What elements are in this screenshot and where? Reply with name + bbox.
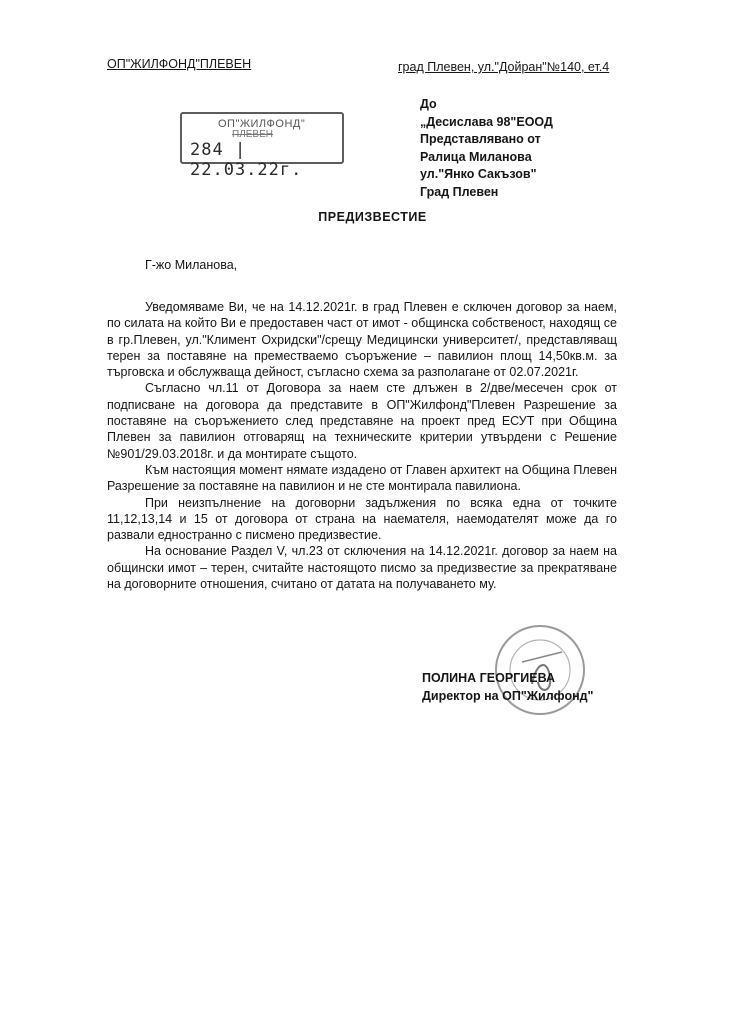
recipient-representative: Ралица Миланова <box>420 149 532 164</box>
paragraph: При неизпълнение на договорни задължения по всяка една от точките 11,12,13,14 и 15 от договора от страна на наемателя, наемодателят може да го развали едностранно с писмено предизвестие. <box>107 495 617 543</box>
recipient-street: ул."Янко Сакъзов" <box>420 167 537 181</box>
letter-body <box>107 299 617 592</box>
recipient-represented-by: Представлявано от <box>420 132 541 146</box>
org-name: ОП"ЖИЛФОНД"ПЛЕВЕН <box>107 57 252 71</box>
recipient-block <box>420 96 553 201</box>
paragraph: Към настоящия момент нямате издадено от Главен архитект на Община Плевен Разрешение за поставяне на павилион и не сте монтирала павилиона. <box>107 462 617 494</box>
stamp-org: ОП"ЖИЛФОНД" <box>218 118 306 130</box>
registration-stamp <box>180 112 348 180</box>
signer-name: ПОЛИНА ГЕОРГИЕВА <box>422 671 556 685</box>
paragraph: На основание Раздел V, чл.23 от сключения на 14.12.2021г. договор за наем на общински имот – терен, считайте настоящото писмо за предизвестие за прекратяване на договорните отношения, считано от датата на получаването му. <box>107 544 617 592</box>
paragraph: Съгласно чл.11 от Договора за наем сте длъжен в 2/две/месечен срок от подписване на договора да представите в ОП"Жилфонд"Плевен Разрешение за поставяне на съоръжението след представяне на проект пред ЕСУТ при Община Плевен за павилион отговарящ на техническите критерии утвърдени с Решение №901/29.03.2018г. и да монтирате същото. <box>107 381 617 461</box>
signer-position: Директор на ОП"Жилфонд" <box>422 688 594 703</box>
document-title: ПРЕДИЗВЕСТИЕ <box>318 210 427 224</box>
stamp-city: ПЛЕВЕН <box>232 129 273 140</box>
recipient-company: „Десислава 98"ЕООД <box>420 114 553 129</box>
recipient-city: Град Плевен <box>420 184 499 199</box>
paragraph: Уведомяваме Ви, че на 14.12.2021г. в град Плевен е сключен договор за наем, по силата на който Ви е предоставен част от имот - общинска собственост, находящ се в гр.Плевен, ул."Климент Охридски"/срещу Медицински университет/, представляващ терен за поставяне на преместваемо съоръжение – павилион площ 14,50кв.м. за търговска и обслужваща дейност, съгласно схема за разполагане от 02.07.2021г. <box>107 300 617 380</box>
org-address: град Плевен, ул."Дойран"№140, ет.4 <box>398 60 610 74</box>
stamp-registration-number: 284 | 22.03.22г. <box>190 140 303 180</box>
greeting: Г-жо Миланова, <box>145 258 238 272</box>
signature-block <box>422 670 593 705</box>
recipient-to: До <box>420 97 437 111</box>
